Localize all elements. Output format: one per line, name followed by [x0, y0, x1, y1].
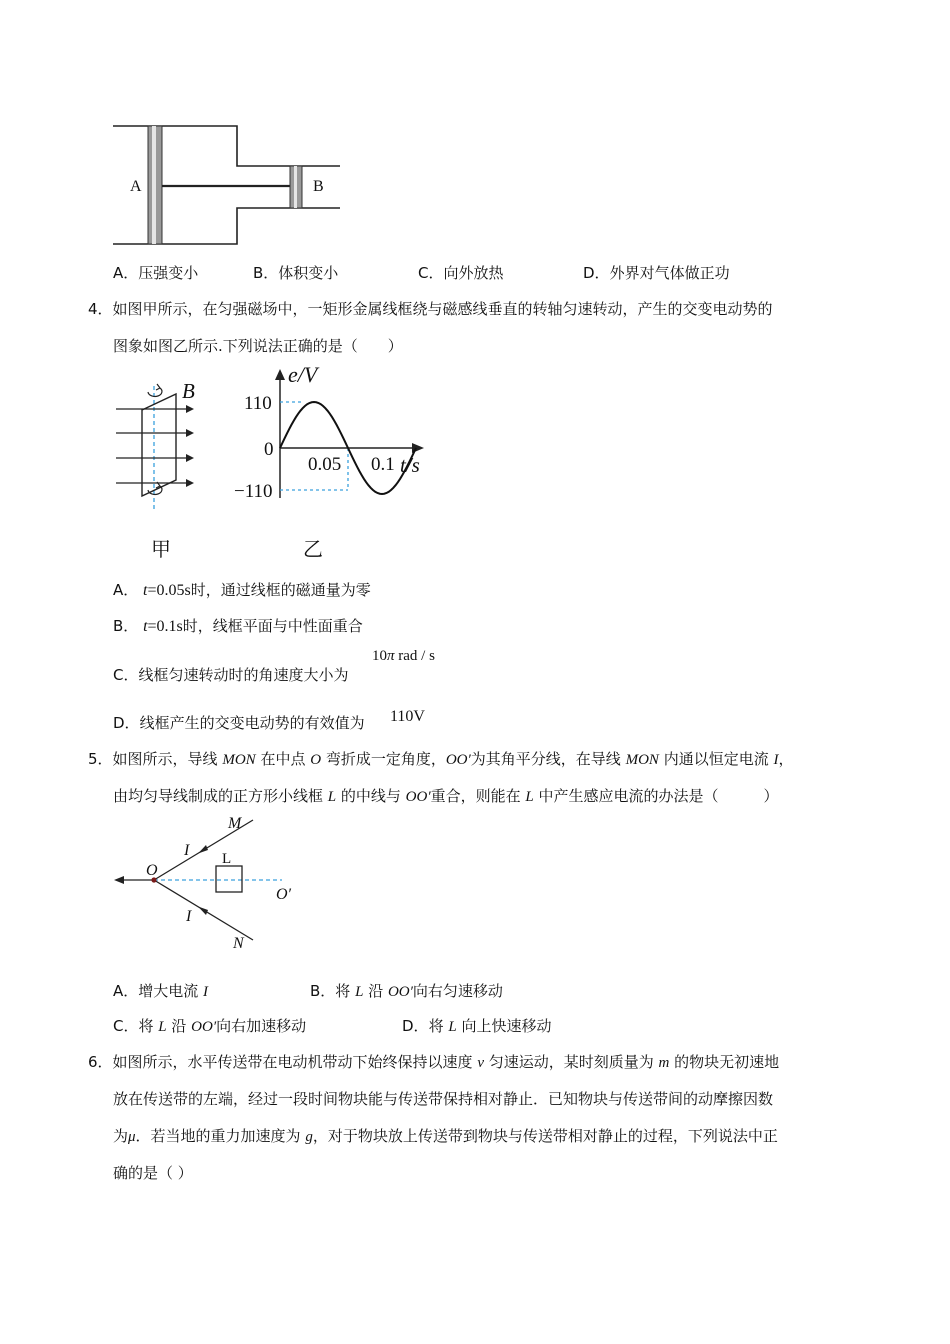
formula-value: =0.1s	[147, 618, 183, 635]
current-arrow-top	[198, 845, 208, 854]
label-i-bottom: I	[186, 908, 192, 925]
x-tick-005: 0.05	[308, 454, 342, 475]
question-number: 5．	[88, 750, 113, 768]
q3-option-c	[418, 262, 504, 283]
q3-option-d	[583, 262, 730, 283]
option-letter: B．	[113, 617, 139, 635]
x-tick-01: 0.1	[371, 454, 395, 475]
q4-option-b	[113, 615, 363, 636]
q6-stem-line3: 为μ．若当地的重力加速度为 g，对于物块放上传送带到物块与传送带相对静止的过程，下列说法中正	[113, 1127, 778, 1145]
q5-stem-line1: 5．如图所示，导线 MON 在中点 O 弯折成一定角度，OO′为其角平分线，在导线 MON 内通以恒定电流 I，	[88, 750, 794, 768]
formula-var: t	[143, 618, 148, 635]
q5-option-b: B．将 L 沿 OO′向右匀速移动	[310, 982, 503, 1000]
q3-option-a	[113, 262, 198, 283]
square-coil-l	[216, 866, 242, 892]
option-letter: D．	[113, 714, 140, 732]
option-text: 体积变小	[278, 264, 339, 282]
bent-wire-figure	[110, 812, 310, 952]
q6-stem-line2: 放在传送带的左端，经过一段时间物块能与传送带保持相对静止．已知物块与传送带间的动摩擦因数	[113, 1090, 774, 1108]
label-n: N	[233, 935, 244, 952]
q4-option-d	[113, 712, 365, 733]
option-text: 时，线框平面与中性面重合	[182, 617, 363, 635]
option-text: 时，通过线框的磁通量为零	[190, 581, 371, 599]
figure-caption-jia: 甲	[151, 537, 171, 561]
label-o: O	[146, 862, 158, 879]
emf-time-graph	[228, 366, 438, 506]
label-o-prime: O′	[276, 886, 292, 903]
option-letter: A．	[113, 581, 139, 599]
current-arrow-bottom	[198, 907, 208, 916]
option-text: 外界对气体做正功	[609, 264, 730, 282]
q5-stem-line2: 由均匀导线制成的正方形小线框 L 的中线与 OO′重合，则能在 L 中产生感应电流的办法是（ ）	[113, 787, 779, 805]
label-b: B	[313, 178, 324, 195]
option-text: 线框匀速转动时的角速度大小为	[138, 666, 349, 684]
label-a: A	[130, 178, 142, 195]
q5-option-a: A．增大电流 I	[113, 982, 209, 1000]
q4-option-c-formula: 10π rad / s	[372, 648, 435, 664]
formula-var: t	[143, 582, 148, 599]
label-m: M	[228, 815, 242, 832]
x-axis-label: t/s	[400, 453, 420, 477]
q4-stem-line2: 图象如图乙所示.下列说法正确的是（ ）	[113, 337, 403, 355]
rotation-arrow-top	[148, 388, 162, 396]
option-text: 线框产生的交变电动势的有效值为	[139, 714, 365, 732]
option-text: 压强变小	[138, 264, 199, 282]
figure-caption-yi: 乙	[303, 537, 323, 561]
y-tick-neg110: −110	[234, 481, 273, 502]
option-letter: B．	[253, 264, 279, 282]
q6-stem-line4: 确的是（ ）	[113, 1164, 193, 1182]
q3-option-b	[253, 262, 338, 283]
q4-stem-line1	[88, 298, 773, 319]
q5-option-d: D．将 L 向上快速移动	[402, 1017, 552, 1035]
question-text: 如图甲所示，在匀强磁场中，一矩形金属线框绕与磁感线垂直的转轴匀速转动，产生的交变电动势的	[112, 300, 773, 318]
q4-option-d-formula: 110V	[390, 708, 425, 725]
option-text: 向外放热	[443, 264, 504, 282]
option-letter: C．	[113, 666, 139, 684]
left-arrow	[114, 876, 124, 884]
option-letter: C．	[418, 264, 444, 282]
field-label-b: B	[182, 379, 195, 403]
y-tick-0: 0	[264, 439, 274, 460]
q6-stem-line1: 6．如图所示，水平传送带在电动机带动下始终保持以速度 v 匀速运动，某时刻质量为 m 的物块无初速地	[88, 1053, 780, 1071]
label-i-top: I	[184, 842, 190, 859]
formula-value: =0.05s	[147, 582, 191, 599]
question-number: 6．	[88, 1053, 113, 1071]
y-tick-110: 110	[244, 393, 272, 414]
piston-cylinder-figure	[110, 120, 350, 250]
label-l: L	[222, 851, 232, 867]
option-letter: D．	[583, 264, 610, 282]
question-number: 4．	[88, 300, 113, 318]
q5-option-c: C．将 L 沿 OO′向右加速移动	[113, 1017, 307, 1035]
option-letter: A．	[113, 264, 139, 282]
q4-option-c	[113, 664, 349, 685]
y-axis-label: e/V	[288, 366, 318, 387]
q4-option-a	[113, 579, 371, 600]
